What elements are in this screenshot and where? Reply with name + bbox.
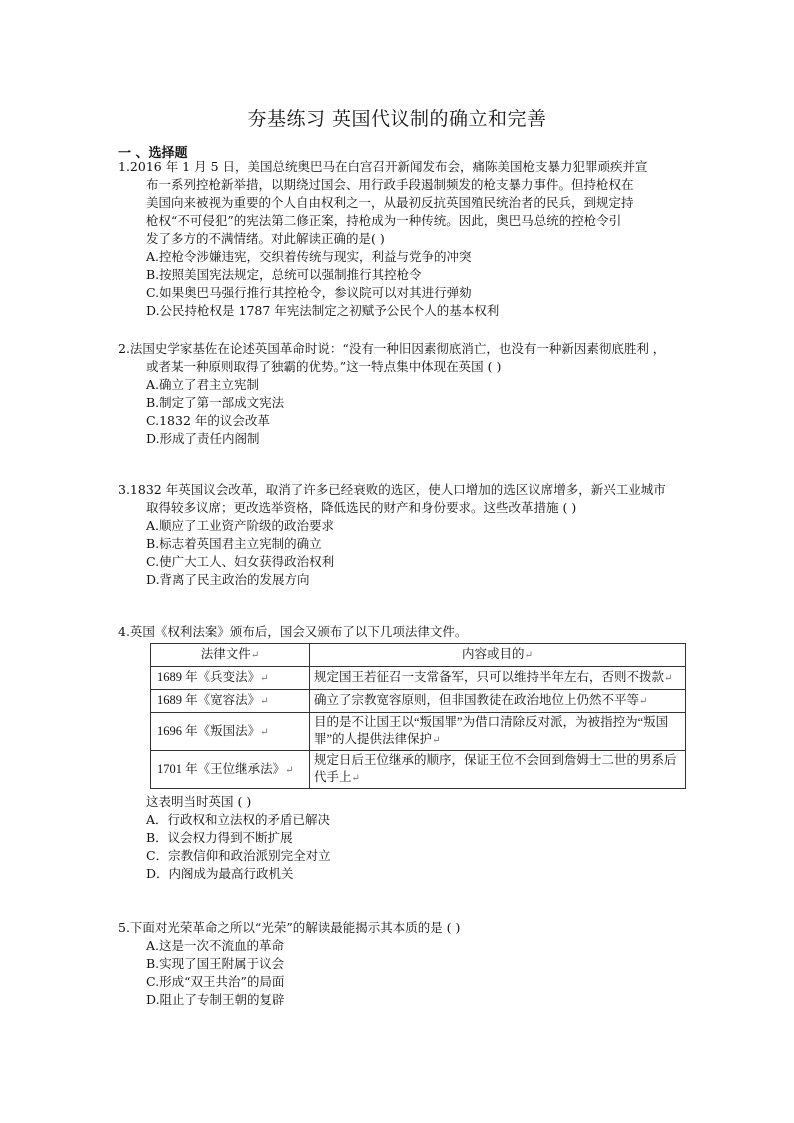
table-row bbox=[151, 690, 686, 713]
law-content-cell: 目的是不让国王以“叛国罪”为借口清除反对派，为被指控为“叛国罪”的人提供法律保护↵ bbox=[310, 713, 686, 751]
question-4-option-b: B．议会权力得到不断扩展 bbox=[146, 830, 293, 845]
question-5-stem: 5.下面对光荣革命之所以“光荣”的解读最能揭示其本质的是 ( ) bbox=[118, 920, 461, 935]
question-2-stem-line: 或者某一种原则取得了独霸的优势。”这一特点集中体现在英国 ( ) bbox=[146, 359, 502, 374]
question-4 bbox=[118, 623, 688, 883]
question-1-stem-line: 发了多方的不满情绪。对此解读正确的是( ) bbox=[146, 231, 385, 246]
question-3-stem-line: 3.1832 年英国议会改革，取消了许多已经衰败的选区，使人口增加的选区议席增多，新兴工业城市 bbox=[118, 482, 666, 497]
question-1-stem-line: 枪权“不可侵犯”的宪法第二修正案，持枪成为一种传统。因此，奥巴马总统的控枪令引 bbox=[146, 213, 622, 228]
question-4-stem: 4.英国《权利法案》颁布后，国会又颁布了以下几项法律文件。 bbox=[118, 624, 468, 639]
question-3-stem-line: 取得较多议席；更改选举资格，降低选民的财产和身份要求。这些改革措施 ( ) bbox=[146, 500, 577, 515]
question-5-option-d: D.阻止了专制王朝的复辟 bbox=[146, 992, 285, 1007]
law-table bbox=[150, 643, 686, 789]
section-heading: 一 、选择题 bbox=[118, 146, 188, 161]
document-title: 夯基练习 英国代议制的确立和完善 bbox=[247, 108, 547, 130]
table-row bbox=[151, 667, 686, 690]
law-table-header-content: 内容或目的↵ bbox=[310, 644, 686, 667]
question-1-stem-line: 1.2016 年 1 月 5 日，美国总统奥巴马在白宫召开新闻发布会，痛陈美国枪支暴力犯罪顽疾并宣 bbox=[118, 159, 648, 174]
question-4-option-d: D．内阁成为最高行政机关 bbox=[146, 866, 294, 881]
question-1 bbox=[118, 158, 688, 320]
question-2-option-d: D.形成了责任内阁制 bbox=[146, 431, 260, 446]
law-table-header-document: 法律文件↵ bbox=[151, 644, 310, 667]
law-table-header-row bbox=[151, 644, 686, 667]
question-1-option-b: B.按照美国宪法规定，总统可以强制推行其控枪令 bbox=[146, 267, 422, 282]
question-5 bbox=[118, 919, 688, 1009]
question-3-option-b: B.标志着英国君主立宪制的确立 bbox=[146, 536, 322, 551]
law-name-cell: 1701 年《王位继承法》↵ bbox=[151, 751, 310, 789]
law-content-cell: 确立了宗教宽容原则，但非国教徒在政治地位上仍然不平等↵ bbox=[310, 690, 686, 713]
question-1-option-a: A.控枪令涉嫌违宪，交织着传统与现实，利益与党争的冲突 bbox=[146, 249, 472, 264]
question-2 bbox=[118, 340, 688, 448]
question-1-option-c: C.如果奥巴马强行推行其控枪令，参议院可以对其进行弹劾 bbox=[146, 285, 472, 300]
question-2-option-a: A.确立了君主立宪制 bbox=[146, 377, 260, 392]
table-row bbox=[151, 713, 686, 751]
law-content-cell: 规定日后王位继承的顺序，保证王位不会回到詹姆士二世的男系后代手上↵ bbox=[310, 751, 686, 789]
question-2-option-b: B.制定了第一部成文宪法 bbox=[146, 395, 285, 410]
question-1-stem-line: 布一系列控枪新举措，以期绕过国会、用行政手段遏制频发的枪支暴力事件。但持枪权在 bbox=[146, 177, 634, 192]
law-name-cell: 1696 年《叛国法》↵ bbox=[151, 713, 310, 751]
question-3-option-c: C.使广大工人、妇女获得政治权利 bbox=[146, 554, 335, 569]
question-3-option-a: A.顺应了工业资产阶级的政治要求 bbox=[146, 518, 335, 533]
question-4-option-a: A．行政权和立法权的矛盾已解决 bbox=[146, 812, 331, 827]
question-4-option-c: C．宗教信仰和政治派别完全对立 bbox=[146, 848, 331, 863]
question-3-option-d: D.背离了民主政治的发展方向 bbox=[146, 572, 310, 587]
question-4-prompt: 这表明当时英国 ( ) bbox=[146, 794, 252, 809]
question-3 bbox=[118, 481, 688, 589]
law-name-cell: 1689 年《兵变法》↵ bbox=[151, 667, 310, 690]
question-2-stem-line: 2.法国史学家基佐在论述英国革命时说：“没有一种旧因素彻底消亡，也没有一种新因素彻底胜利 ， bbox=[118, 341, 666, 356]
question-5-option-c: C.形成“双王共治”的局面 bbox=[146, 974, 285, 989]
question-1-stem-line: 美国向来被视为重要的个人自由权利之一，从最初反抗英国殖民统治者的民兵，到规定持 bbox=[146, 195, 634, 210]
question-5-option-a: A.这是一次不流血的革命 bbox=[146, 938, 285, 953]
question-2-option-c: C.1832 年的议会改革 bbox=[146, 413, 270, 428]
law-name-cell: 1689 年《宽容法》↵ bbox=[151, 690, 310, 713]
law-content-cell: 规定国王若征召一支常备军，只可以维持半年左右，否则不拨款↵ bbox=[310, 667, 686, 690]
table-row bbox=[151, 751, 686, 789]
question-5-option-b: B.实现了国王附属于议会 bbox=[146, 956, 285, 971]
question-1-option-d: D.公民持枪权是 1787 年宪法制定之初赋予公民个人的基本权利 bbox=[146, 303, 500, 318]
